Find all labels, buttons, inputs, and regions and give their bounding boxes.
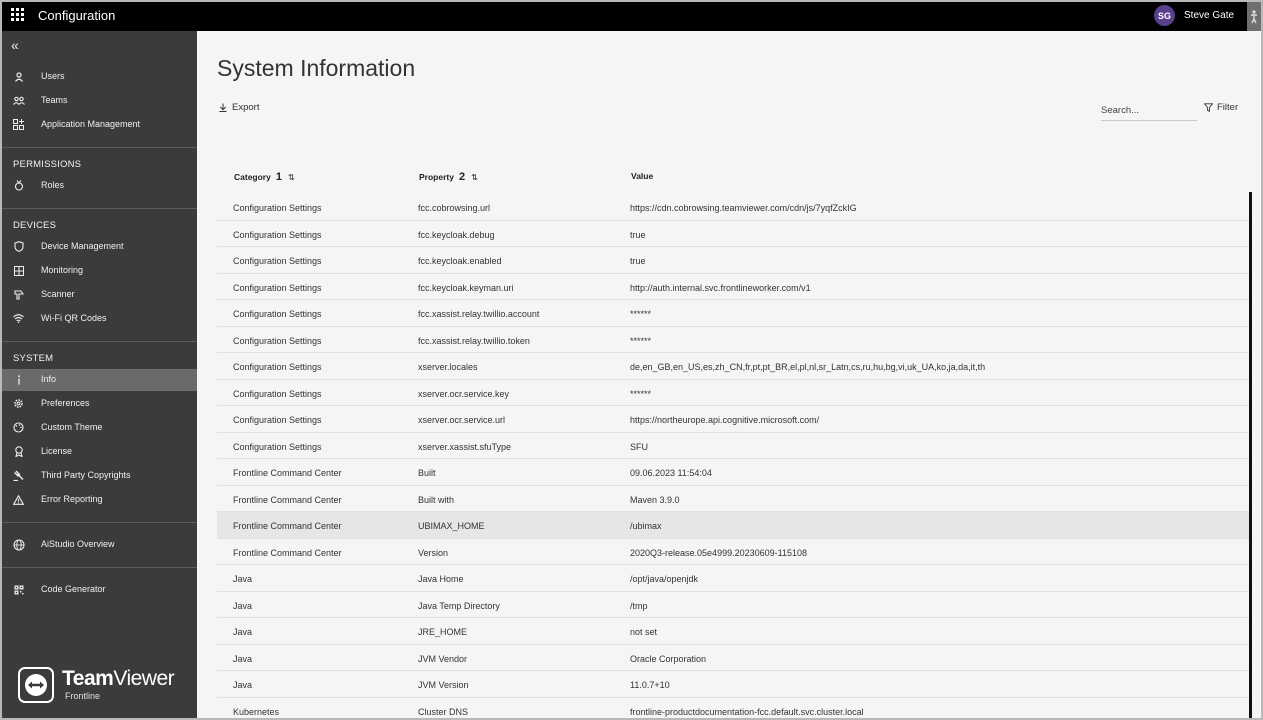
cell-property: Built with xyxy=(418,494,455,505)
sidebar-item-wifi-qr-codes[interactable] xyxy=(2,308,197,330)
cell-property: Version xyxy=(418,547,449,558)
sort-order-badge: 1 xyxy=(275,171,282,183)
cell-category: Configuration Settings xyxy=(233,441,322,452)
sidebar-item-label: Preferences xyxy=(41,398,90,408)
table-row[interactable] xyxy=(217,698,1249,720)
grid-monitor-icon xyxy=(12,264,25,277)
column-header-category[interactable]: Category 1 ⇅ xyxy=(234,171,295,183)
table-row[interactable] xyxy=(217,645,1249,672)
cell-value: 11.0.7+10 xyxy=(630,680,670,690)
cell-category: Frontline Command Center xyxy=(233,468,342,478)
cell-category: Configuration Settings xyxy=(233,388,322,399)
sidebar-item-preferences[interactable] xyxy=(2,393,197,415)
cell-value: /tmp xyxy=(630,600,648,611)
page-title: System Information xyxy=(217,55,416,81)
table-scrollbar[interactable] xyxy=(1249,192,1252,720)
export-label: Export xyxy=(232,102,260,113)
sidebar-item-label: Wi-Fi QR Codes xyxy=(41,313,107,323)
cell-value: true xyxy=(630,256,646,266)
cell-category: Java xyxy=(233,653,253,664)
cell-property: fcc.keycloak.keyman.uri xyxy=(418,282,514,293)
cell-property: fcc.keycloak.debug xyxy=(418,229,495,240)
table-row[interactable] xyxy=(217,247,1249,274)
collapse-sidebar-icon[interactable]: « xyxy=(11,37,19,53)
sidebar-item-info[interactable] xyxy=(2,369,197,391)
cell-category: Frontline Command Center xyxy=(233,494,342,505)
sidebar-divider xyxy=(2,567,197,568)
cell-property: xserver.xassist.sfuType xyxy=(418,441,512,452)
cell-property: Java Temp Directory xyxy=(418,600,500,611)
sort-order-badge: 2 xyxy=(458,171,466,183)
cell-category: Java xyxy=(233,627,253,637)
cell-property: UBIMAX_HOME xyxy=(418,521,485,531)
table-row[interactable] xyxy=(217,592,1249,619)
brand-subtitle: Frontline xyxy=(65,691,101,701)
palette-icon xyxy=(12,421,25,434)
cell-category: Java xyxy=(233,574,253,584)
sidebar-item-label: Application Management xyxy=(41,119,141,129)
cell-property: JVM Vendor xyxy=(418,653,468,664)
sidebar-item-label: Teams xyxy=(41,95,68,105)
sidebar xyxy=(2,31,197,720)
table-row[interactable] xyxy=(217,459,1249,486)
table-row[interactable] xyxy=(217,618,1249,645)
cell-category: Configuration Settings xyxy=(233,415,322,425)
brand-name: TeamViewer xyxy=(62,667,175,690)
sidebar-item-label: Scanner xyxy=(41,289,75,299)
license-icon xyxy=(12,445,25,458)
cell-category: Configuration Settings xyxy=(233,229,322,240)
cell-value: ****** xyxy=(630,388,652,399)
sidebar-divider xyxy=(2,147,197,148)
section-heading-permissions: PERMISSIONS xyxy=(13,159,82,170)
cell-value: ****** xyxy=(630,309,652,319)
sidebar-divider xyxy=(2,341,197,342)
gavel-icon xyxy=(12,469,25,482)
download-icon xyxy=(219,103,227,112)
sidebar-divider xyxy=(2,208,197,209)
cell-category: Java xyxy=(233,680,253,690)
cell-value: /opt/java/openjdk xyxy=(630,574,699,584)
cell-value: ****** xyxy=(630,335,652,346)
app-title: Configuration xyxy=(38,8,116,23)
sidebar-item-label: Users xyxy=(41,71,65,81)
cell-value: SFU xyxy=(630,441,648,452)
cell-value: frontline-productdocumentation-fcc.default.svc.cluster.local xyxy=(630,706,864,717)
sidebar-item-users[interactable] xyxy=(2,66,197,88)
cell-category: Configuration Settings xyxy=(233,282,322,293)
sidebar-item-third-party-copyrights[interactable] xyxy=(2,465,197,487)
cell-category: Configuration Settings xyxy=(233,203,322,213)
group-icon xyxy=(12,94,25,107)
sidebar-item-label: License xyxy=(41,446,73,456)
cell-category: Java xyxy=(233,600,253,611)
table-row[interactable] xyxy=(217,512,1249,539)
sidebar-item-aistudio-overview[interactable] xyxy=(2,534,197,556)
sidebar-item-label: Roles xyxy=(41,180,65,190)
app-launcher-icon[interactable] xyxy=(11,8,24,21)
cell-category: Configuration Settings xyxy=(233,362,322,372)
cell-category: Frontline Command Center xyxy=(233,521,342,531)
user-name[interactable]: Steve Gate xyxy=(1184,10,1235,21)
sidebar-item-scanner[interactable] xyxy=(2,284,197,306)
cell-property: fcc.xassist.relay.twillio.account xyxy=(418,309,540,319)
table-row[interactable] xyxy=(217,353,1249,380)
sort-az-icon[interactable]: ⇅ xyxy=(471,172,478,182)
sidebar-item-monitoring[interactable] xyxy=(2,260,197,282)
cell-value: https://northeurope.api.cognitive.microsoft.com/ xyxy=(630,415,820,425)
sidebar-item-error-reporting[interactable] xyxy=(2,489,197,511)
table-row[interactable] xyxy=(217,300,1249,327)
table-row[interactable] xyxy=(217,565,1249,592)
table-row[interactable] xyxy=(217,274,1249,301)
cell-property: Java Home xyxy=(418,574,464,584)
avatar[interactable]: SG xyxy=(1154,5,1175,26)
wifi-icon xyxy=(12,312,25,325)
section-heading-devices: DEVICES xyxy=(13,220,57,231)
cell-value: de,en_GB,en_US,es,zh_CN,fr,pt,pt_BR,el,pl,nl,sr_Latn,cs,ru,hu,bg,vi,uk_UA,ko,ja,da,it,th xyxy=(630,362,986,372)
qr-code-icon xyxy=(12,583,25,596)
column-header-value[interactable]: Value xyxy=(631,171,654,181)
table-row[interactable] xyxy=(217,539,1249,566)
accessibility-icon[interactable] xyxy=(1247,2,1261,31)
cell-property: xserver.locales xyxy=(418,362,478,372)
filter-button[interactable] xyxy=(1204,102,1238,113)
cell-value: true xyxy=(630,229,646,240)
sidebar-item-label: Info xyxy=(41,374,57,384)
sidebar-item-application-management[interactable] xyxy=(2,114,197,136)
sidebar-item-roles[interactable] xyxy=(2,175,197,197)
cell-property: fcc.xassist.relay.twillio.token xyxy=(418,335,530,346)
sidebar-item-label: Code Generator xyxy=(41,584,106,594)
table-row[interactable] xyxy=(217,486,1249,513)
cell-value: 09.06.2023 11:54:04 xyxy=(630,468,712,478)
cell-value: 2020Q3-release.05e4999.20230609-115108 xyxy=(630,547,807,558)
roles-icon xyxy=(12,179,25,192)
table-row[interactable] xyxy=(217,671,1249,698)
cell-category: Configuration Settings xyxy=(233,256,322,266)
sidebar-item-code-generator[interactable] xyxy=(2,579,197,601)
table-row[interactable] xyxy=(217,406,1249,433)
sidebar-item-license[interactable] xyxy=(2,441,197,463)
teamviewer-logo xyxy=(18,667,183,707)
sidebar-item-label: Monitoring xyxy=(41,265,84,275)
filter-icon xyxy=(1204,103,1213,112)
table-row[interactable] xyxy=(217,327,1249,354)
warning-icon xyxy=(12,493,25,506)
filter-label: Filter xyxy=(1217,102,1239,113)
cell-category: Kubernetes xyxy=(233,706,280,717)
cell-value: Maven 3.9.0 xyxy=(630,494,680,505)
cell-property: xserver.ocr.service.url xyxy=(418,415,506,425)
search-input[interactable] xyxy=(1101,101,1197,121)
section-heading-system: SYSTEM xyxy=(13,353,54,364)
cell-category: Configuration Settings xyxy=(233,309,322,319)
cell-category: Frontline Command Center xyxy=(233,547,342,558)
sidebar-item-label: Third Party Copyrights xyxy=(41,470,131,480)
cell-value: /ubimax xyxy=(630,521,662,531)
sidebar-item-device-management[interactable] xyxy=(2,236,197,258)
person-icon xyxy=(12,70,25,83)
cell-value: Oracle Corporation xyxy=(630,653,707,664)
sidebar-item-label: Error Reporting xyxy=(41,494,103,504)
teamviewer-logo-icon xyxy=(18,667,54,703)
top-bar xyxy=(2,2,1261,31)
sidebar-item-label: Custom Theme xyxy=(41,422,103,432)
cell-value: https://cdn.cobrowsing.teamviewer.com/cdn/js/7yqfZckIG xyxy=(630,203,857,213)
cell-property: JVM Version xyxy=(418,680,469,690)
shield-icon xyxy=(12,240,25,253)
system-info-table xyxy=(217,194,1249,720)
gear-icon xyxy=(12,397,25,410)
column-header-property[interactable]: Property 2 ⇅ xyxy=(419,171,478,183)
cell-property: Cluster DNS xyxy=(418,706,469,717)
cell-value: not set xyxy=(630,627,658,637)
cell-value: http://auth.internal.svc.frontlineworker.com/v1 xyxy=(630,282,811,293)
scanner-icon xyxy=(12,288,25,301)
sidebar-item-custom-theme[interactable] xyxy=(2,417,197,439)
table-row[interactable] xyxy=(217,194,1249,221)
cell-category: Configuration Settings xyxy=(233,335,322,346)
sidebar-item-label: AiStudio Overview xyxy=(41,539,115,549)
main-content xyxy=(197,31,1261,720)
cell-property: Built xyxy=(418,468,436,478)
table-row[interactable] xyxy=(217,380,1249,407)
sort-az-icon[interactable]: ⇅ xyxy=(287,172,295,182)
info-icon xyxy=(12,373,25,386)
apps-add-icon xyxy=(12,118,25,131)
table-row[interactable] xyxy=(217,221,1249,248)
sidebar-item-label: Device Management xyxy=(41,241,124,251)
cell-property: fcc.cobrowsing.url xyxy=(418,203,491,213)
sidebar-divider xyxy=(2,522,197,523)
export-button[interactable] xyxy=(219,102,259,113)
cell-property: xserver.ocr.service.key xyxy=(418,388,510,399)
table-row[interactable] xyxy=(217,433,1249,460)
cell-property: JRE_HOME xyxy=(418,627,468,637)
sidebar-item-teams[interactable] xyxy=(2,90,197,112)
cell-property: fcc.keycloak.enabled xyxy=(418,256,502,266)
globe-icon xyxy=(12,538,25,551)
